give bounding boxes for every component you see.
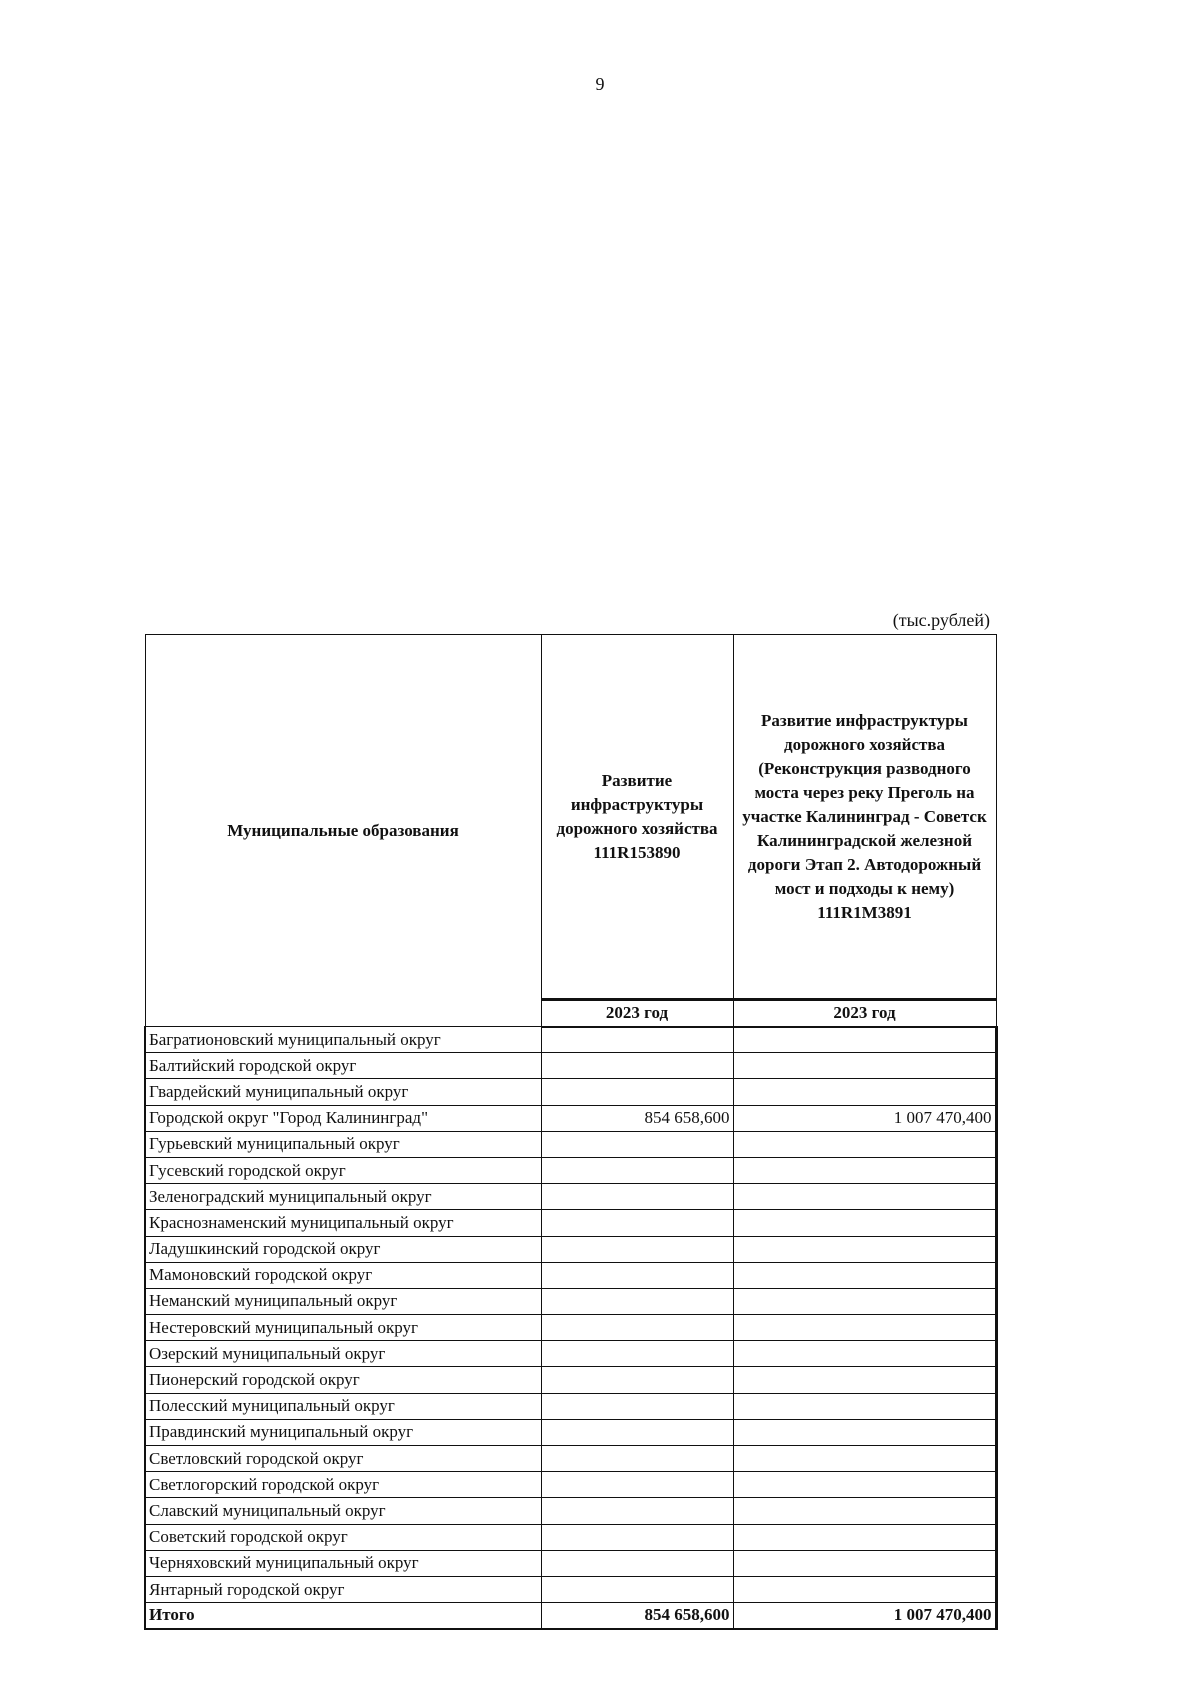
value-col-b [733,1210,996,1236]
table-row [145,1550,996,1576]
value-col-a [541,1236,733,1262]
value-col-a [541,1419,733,1445]
value-col-b: 1 007 470,400 [733,1603,996,1629]
header-row [145,635,996,1000]
municipality-name: Озерский муниципальный округ [145,1341,541,1367]
header-year-b: 2023 год [733,1000,996,1027]
value-col-a [541,1027,733,1053]
value-col-b [733,1341,996,1367]
value-col-a: 854 658,600 [541,1603,733,1629]
value-col-b [733,1498,996,1524]
table-row [145,1184,996,1210]
value-col-a [541,1262,733,1288]
page-number: 9 [595,74,605,94]
value-col-b [733,1315,996,1341]
value-col-b [733,1131,996,1157]
table-row [145,1079,996,1105]
municipality-name: Багратионовский муниципальный округ [145,1027,541,1053]
municipality-name: Гусевский городской округ [145,1157,541,1183]
total-row [145,1603,996,1629]
value-col-a [541,1367,733,1393]
table-row [145,1210,996,1236]
table-body [145,1027,996,1629]
table-row [145,1236,996,1262]
value-col-a [541,1053,733,1079]
value-col-b [733,1262,996,1288]
value-col-a [541,1576,733,1602]
table-row [145,1315,996,1341]
value-col-a [541,1524,733,1550]
units-label: (тыс.рублей) [892,610,990,630]
municipality-name: Нестеровский муниципальный округ [145,1315,541,1341]
value-col-a [541,1157,733,1183]
municipality-name: Полесский муниципальный округ [145,1393,541,1419]
value-col-a [541,1393,733,1419]
table-row [145,1157,996,1183]
header-municipalities: Муниципальные образования [145,635,541,1027]
value-col-a [541,1315,733,1341]
municipality-name: Мамоновский городской округ [145,1262,541,1288]
municipality-name: Советский городской округ [145,1524,541,1550]
table-row [145,1367,996,1393]
value-col-a [541,1446,733,1472]
value-col-a [541,1472,733,1498]
value-col-a: 854 658,600 [541,1105,733,1131]
table-row [145,1341,996,1367]
table-row [145,1446,996,1472]
table-row [145,1027,996,1053]
municipality-name: Черняховский муниципальный округ [145,1550,541,1576]
value-col-b [733,1550,996,1576]
municipality-name: Итого [145,1603,541,1629]
table-row [145,1105,996,1131]
value-col-a [541,1079,733,1105]
table-row [145,1288,996,1314]
header-year-a: 2023 год [541,1000,733,1027]
table-row [145,1393,996,1419]
value-col-a [541,1210,733,1236]
value-col-b [733,1027,996,1053]
value-col-a [541,1550,733,1576]
value-col-b [733,1236,996,1262]
value-col-b [733,1367,996,1393]
table-row [145,1262,996,1288]
table-row [145,1419,996,1445]
municipality-name: Неманский муниципальный округ [145,1288,541,1314]
value-col-a [541,1131,733,1157]
municipality-name: Янтарный городской округ [145,1576,541,1602]
value-col-b [733,1053,996,1079]
value-col-b [733,1079,996,1105]
value-col-a [541,1341,733,1367]
value-col-b [733,1472,996,1498]
value-col-b [733,1288,996,1314]
value-col-b [733,1157,996,1183]
value-col-b: 1 007 470,400 [733,1105,996,1131]
municipality-name: Гвардейский муниципальный округ [145,1079,541,1105]
value-col-b [733,1393,996,1419]
value-col-b [733,1576,996,1602]
header-col-b: Развитие инфраструктуры дорожного хозяйства (Реконструкция разводного моста через реку Преголь на участке Калининград - Советск Калининградской железной дороги Этап 2. Автодорожный мост и подходы к нему) 111R1M3891 [733,635,996,1000]
value-col-a [541,1498,733,1524]
municipality-name: Светловский городской округ [145,1446,541,1472]
municipality-name: Балтийский городской округ [145,1053,541,1079]
table-row [145,1524,996,1550]
municipality-name: Краснознаменский муниципальный округ [145,1210,541,1236]
municipality-name: Правдинский муниципальный округ [145,1419,541,1445]
header-col-a: Развитие инфраструктуры дорожного хозяйства 111R153890 [541,635,733,1000]
municipality-name: Славский муниципальный округ [145,1498,541,1524]
municipality-name: Светлогорский городской округ [145,1472,541,1498]
table-row [145,1498,996,1524]
municipality-name: Зеленоградский муниципальный округ [145,1184,541,1210]
municipality-name: Пионерский городской округ [145,1367,541,1393]
value-col-a [541,1288,733,1314]
table-row [145,1472,996,1498]
municipality-name: Гурьевский муниципальный округ [145,1131,541,1157]
value-col-b [733,1184,996,1210]
value-col-a [541,1184,733,1210]
table-row [145,1576,996,1602]
value-col-b [733,1446,996,1472]
municipality-name: Ладушкинский городской округ [145,1236,541,1262]
value-col-b [733,1524,996,1550]
table-row [145,1131,996,1157]
subsidy-table [144,634,998,1630]
table-row [145,1053,996,1079]
municipality-name: Городской округ "Город Калининград" [145,1105,541,1131]
value-col-b [733,1419,996,1445]
